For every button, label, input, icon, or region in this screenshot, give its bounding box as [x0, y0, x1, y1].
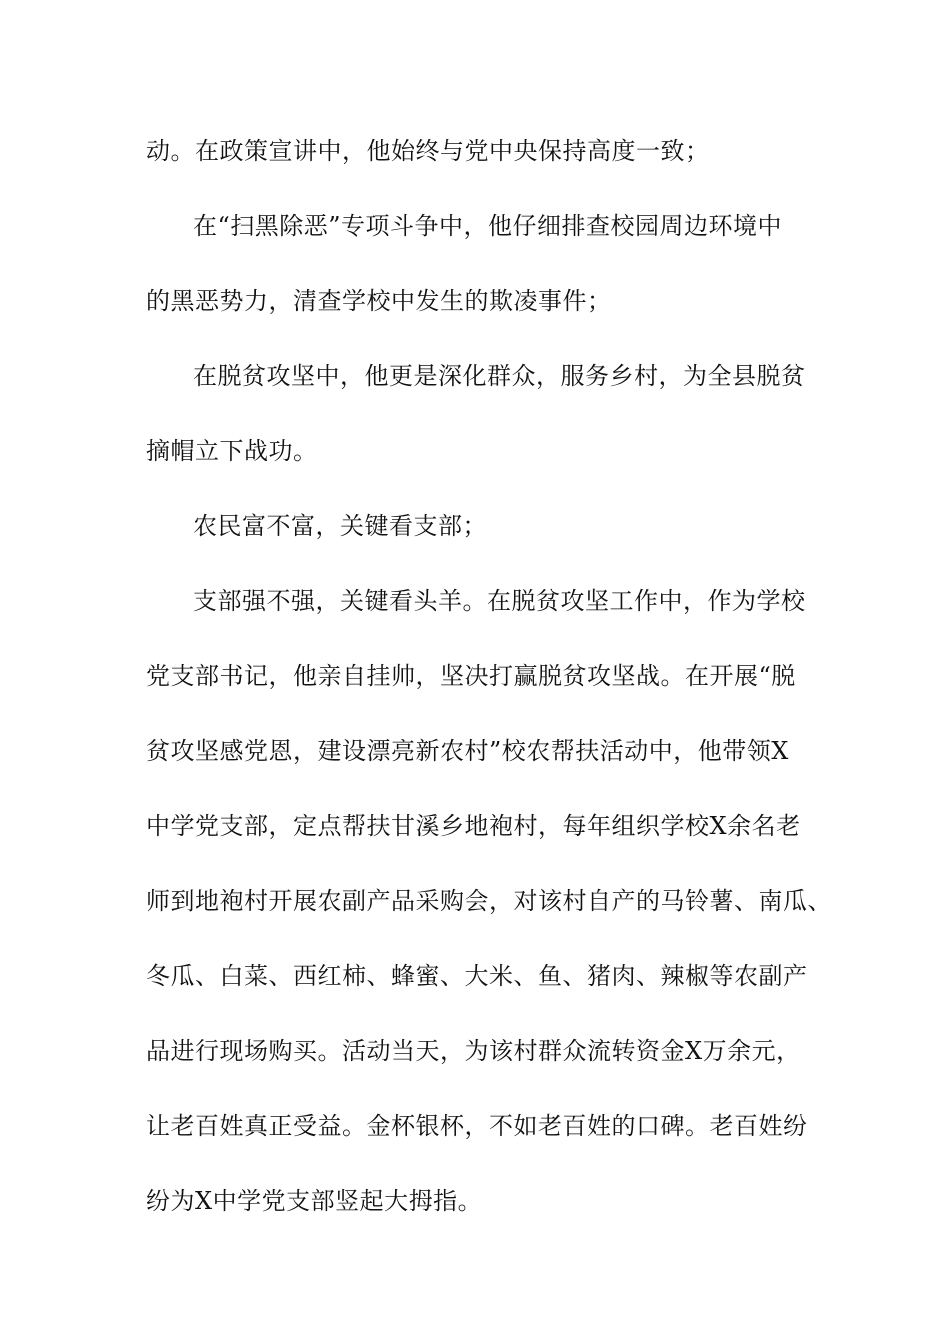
text-line-6: 农民富不富，关键看支部； [193, 512, 487, 540]
text-line-10: 中学党支部，定点帮扶甘溪乡地袍村，每年组织学校X余名老 [146, 812, 801, 840]
text-line-14: 让老百姓真正受益。金杯银杯，不如老百姓的口碑。老百姓纷 [146, 1112, 808, 1140]
text-line-13: 品进行现场购买。活动当天，为该村群众流转资金X万余元， [146, 1037, 801, 1065]
text-line-5: 摘帽立下战功。 [146, 437, 318, 465]
text-line-7: 支部强不强，关键看头羊。在脱贫攻坚工作中，作为学校 [193, 587, 806, 615]
text-line-9: 贫攻坚感党恩，建设漂亮新农村”校农帮扶活动中，他带领X [146, 737, 789, 765]
text-line-11: 师到地袍村开展农副产品采购会，对该村自产的马铃薯、南瓜、 [146, 887, 832, 915]
text-line-4: 在脱贫攻坚中，他更是深化群众，服务乡村，为全县脱贫 [193, 362, 806, 390]
text-line-3: 的黑恶势力，清查学校中发生的欺凌事件； [146, 287, 612, 315]
text-line-2: 在“扫黑除恶”专项斗争中，他仔细排查校园周边环境中 [193, 212, 783, 240]
text-line-12: 冬瓜、白菜、西红柿、蜂蜜、大米、鱼、猪肉、辣椒等农副产 [146, 962, 808, 990]
text-line-15: 纷为X中学党支部竖起大拇指。 [146, 1187, 483, 1215]
text-line-1: 动。在政策宣讲中，他始终与党中央保持高度一致； [146, 137, 710, 165]
text-line-8: 党支部书记，他亲自挂帅，坚决打赢脱贫攻坚战。在开展“脱 [146, 662, 796, 690]
